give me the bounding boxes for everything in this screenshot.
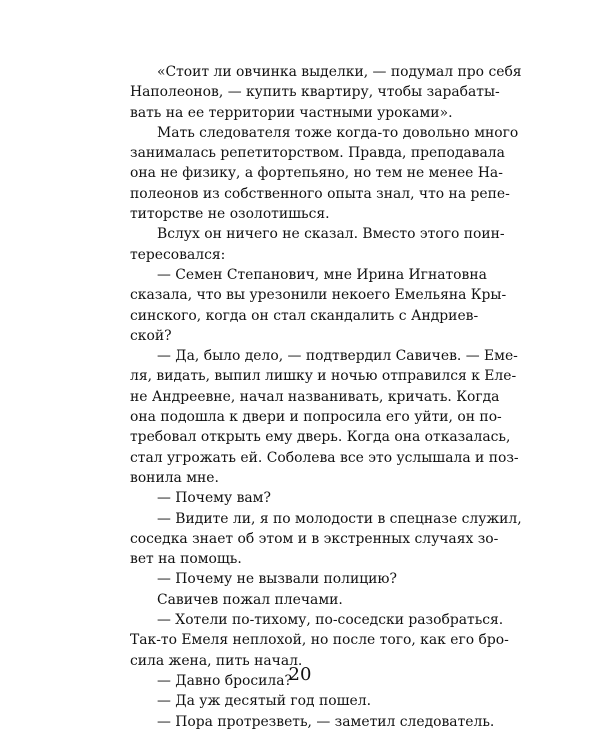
text-line: не Андреевне, начал названивать, кричать. Когда bbox=[130, 388, 500, 405]
text-line: требовал открыть ему дверь. Когда она отказалась, bbox=[130, 429, 511, 446]
body-text bbox=[130, 62, 522, 732]
text-line: — Пора протрезветь, — заметил следователь. bbox=[157, 713, 495, 730]
text-line: ской? bbox=[130, 327, 172, 344]
text-line: Мать следователя тоже когда-то довольно много bbox=[157, 124, 519, 141]
text-line: сила жена, пить начал. bbox=[130, 652, 303, 669]
text-line: стал угрожать ей. Соболева все это услышала и поз- bbox=[130, 449, 519, 466]
text-line: — Хотели по-тихому, по-соседски разобраться. bbox=[157, 612, 504, 629]
text-line: — Видите ли, я по молодости в спецназе служил, bbox=[157, 510, 522, 527]
text-line: занималась репетиторством. Правда, преподавала bbox=[130, 145, 505, 162]
text-line: — Почему вам? bbox=[157, 490, 271, 507]
text-line: — Почему не вызвали полицию? bbox=[157, 571, 397, 588]
text-line: Вслух он ничего не сказал. Вместо этого поин- bbox=[157, 226, 505, 243]
text-line: — Давно бросила? bbox=[157, 672, 292, 689]
text-line: полеонов из собственного опыта знал, что на репе- bbox=[130, 185, 510, 202]
text-line: титорстве не озолотишься. bbox=[130, 206, 330, 223]
text-line: «Стоит ли овчинка выделки, — подумал про себя bbox=[157, 64, 522, 80]
text-line: синского, когда он стал скандалить с Андриев- bbox=[130, 307, 479, 324]
text-line: она не физику, а фортепьяно, но тем не менее На- bbox=[130, 165, 503, 182]
text-line: вет на помощь. bbox=[130, 551, 242, 568]
text-line: ля, видать, выпил лишку и ночью отправился к Еле- bbox=[130, 368, 517, 385]
text-line: вонила мне. bbox=[130, 469, 219, 486]
text-line: — Семен Степанович, мне Ирина Игнатовна bbox=[157, 266, 487, 283]
text-line: она подошла к двери и попросила его уйти, он по- bbox=[130, 409, 502, 426]
text-line: Савичев пожал плечами. bbox=[157, 591, 343, 608]
text-line: вать на ее территории частными уроками». bbox=[130, 104, 453, 121]
text-line: — Да уж десятый год пошел. bbox=[157, 693, 371, 710]
text-line: Наполеонов, — купить квартиру, чтобы зарабаты- bbox=[130, 84, 500, 101]
text-line: тересовался: bbox=[130, 246, 226, 263]
page-number: 20 bbox=[288, 664, 312, 685]
text-line: Так-то Емеля неплохой, но после того, как его бро- bbox=[130, 632, 509, 649]
text-line: сказала, что вы урезонили некоего Емельяна Кры- bbox=[130, 287, 507, 304]
text-line: соседка знает об этом и в экстренных случаях зо- bbox=[130, 530, 499, 547]
text-line: — Да, было дело, — подтвердил Савичев. — Еме- bbox=[157, 348, 518, 365]
